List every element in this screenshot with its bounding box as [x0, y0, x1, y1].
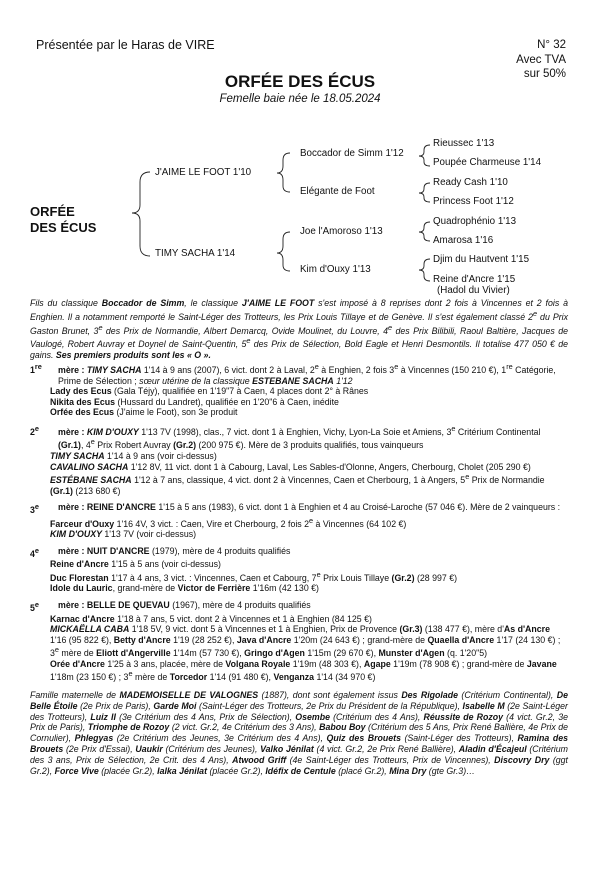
lot-number: N° 32 [537, 39, 566, 51]
family-paragraph: Famille maternelle de MADEMOISELLE DE VALOGNES (1887), dont sont également issus Des Rigolade (Critérium Continental), De Belle Étoile (2e Prix de Paris), Garde Moi (Saint-Léger des Trotteurs, 2e Prix du Président de la République), Isabelle M (2e Saint-Léger des Trotteurs), Luiz II (3e Critérium des 4 Ans, Prix de Sélection), Osembe (Critérium des 4 Ans), Réussite de Rozoy (4 vict. Gr.2, 3e Prix de Paris), Triomphe de Rozoy (2 vict. Gr.2, 4e Critérium des 3 Ans), Babou Boy (Critérium des 5 Ans, Prix René Ballière, 4e Prix de Cornulier), Phlegyas (2e Critérium des Jeunes, 3e Critérium des 4 Ans), Quiz des Brouets (Saint-Léger des Trotteurs), Ramina des Brouets (2e Prix d'Essai), Uaukir (Critérium des Jeunes), Valko Jénilat (4 vict. Gr.2, 2e Prix René Ballière), Aladin d'Écajeul (Critérium des 3 ans, Prix de Sélection, 2e Crit. des 4 Ans), Atwood Griff (4e Saint-Léger des Trotteurs, Prix de Vincennes), Discovry Dry (ggt Gr.2), Force Vive (placée Gr.2), Ialka Jénilat (placée Gr.2), Idéfix de Centule (placé Gr.2), Mina Dry (gte Gr.3)… [30, 690, 569, 776]
page-title: ORFÉE DES ÉCUS [224, 72, 376, 91]
dam-4: 4e mère : NUIT D'ANCRE (1979), mère de 4 produits qualifiés Reine d'Ancre 1'15 à 5 ans (voir ci-dessus) Duc Florestan 1'17 à 4 ans, 3 vict. : Vincennes, Caen et Cabourg, 7e Prix Louis Tillaye (Gr.2) (28 997 €) Idole du Lauric, grand-mère de Victor de Ferrière 1'16m (42 130 €) [30, 546, 568, 594]
produce-row: Farceur d'Ouxy 1'16 4V, 3 vict. : Caen, Vire et Cherbourg, 2 fois 2e à Vincennes (64 102 €) [50, 515, 407, 529]
sdd: Princess Foot 1'12 [433, 196, 514, 207]
dam-2: 2e mère : KIM D'OUXY 1'13 7V (1998), clas., 7 vict. dont 1 à Enghien, Vichy, Lyon-La Soie et Amiens, 3e Critérium Continental (Gr.1), 4e Prix Robert Auvray (Gr.2) (200 975 €). Mère de 3 produits qualifiés, tous vainqueurs TIMY SACHA 1'14 à 9 ans (voir ci-dessus) CAVALINO SACHA 1'12 8V, 11 vict. dont 1 à Cabourg, Laval, Les Sables-d'Olonne, Angers, Cherbourg, Cholet (205 290 €) ESTÉBANE SACHA 1'12 à 7 ans, classique, 4 vict. dont 2 à Vincennes, Caen et Cherbourg, 1 à Angers, 5e Prix de Normandie (Gr.1) (213 680 €) [30, 424, 568, 496]
bracket-dam [277, 232, 290, 271]
produce-row: MICKAËLLA CABA 1'18 5V, 9 vict. dont 5 à Vincennes et 1 à Enghien, Prix de Provence (Gr.3) (138 477 €), mère d'As d'Ancre 1'16 (95 822 €), Betty d'Ancre 1'19 (28 252 €), Java d'Ancre 1'20m (24 643 €) ; grand-mère de Quaella d'Ancre 1'17 (24 130 €) ; 3e mère de Eliott d'Angerville 1'14m (57 730 €), Gringo d'Agen 1'15m (29 670 €), Munster d'Agen (q. 1'20"5) [50, 624, 561, 659]
produce-row: Duc Florestan 1'17 à 4 ans, 3 vict. : Vincennes, Caen et Cabourg, 7e Prix Louis Tillaye (Gr.2) (28 997 €) [50, 569, 458, 583]
produce-row: Karnac d'Ancre 1'18 à 7 ans, 5 vict. dont 2 à Vincennes et 1 à Enghien (84 125 €) [50, 613, 372, 624]
vat-base: sur 50% [523, 68, 566, 80]
dam-5: 5e mère : BELLE DE QUEVAU (1967), mère de 4 produits qualifiés Karnac d'Ancre 1'18 à 7 ans, 5 vict. dont 2 à Vincennes et 1 à Enghien (84 125 €) MICKAËLLA CABA 1'18 5V, 9 vict. dont 5 à Vincennes et 1 à Enghien, Prix de Provence (Gr.3) (138 477 €), mère d'As d'Ancre 1'16 (95 822 €), Betty d'Ancre 1'19 (28 252 €), Java d'Ancre 1'20m (24 643 €) ; grand-mère de Quaella d'Ancre 1'17 (24 130 €) ; 3e mère de Eliott d'Angerville 1'14m (57 730 €), Gringo d'Agen 1'15m (29 670 €), Munster d'Agen (q. 1'20"5) Orée d'Ancre 1'25 à 3 ans, placée, mère de Volgana Royale 1'19m (48 303 €), Agape 1'19m (78 908 €) ; grand-mère de Javane 1'18m (23 150 €) ; 3e mère de Torcedor 1'14 (91 480 €), Venganza 1'14 (34 970 €) [30, 600, 568, 683]
produce-row: Reine d'Ancre 1'15 à 5 ans (voir ci-dessus) [50, 559, 221, 570]
dam-3: 3e mère : REINE D'ANCRE 1'15 à 5 ans (1983), 6 vict. dont 1 à Enghien et 4 au Croisé-Laroche (57 046 €). Mère de 2 vainqueurs : Farceur d'Ouxy 1'16 4V, 3 vict. : Caen, Vire et Cherbourg, 2 fois 2e à Vincennes (64 102 €) KIM D'OUXY 1'13 7V (voir ci-dessus) [30, 502, 568, 540]
sss: Rieussec 1'13 [433, 138, 495, 149]
dam-dam: Kim d'Ouxy 1'13 [300, 264, 371, 275]
sire-sire: Boccador de Simm 1'12 [300, 148, 404, 159]
bracket-sire [277, 153, 290, 192]
produce-row: Orée d'Ancre 1'25 à 3 ans, placée, mère de Volgana Royale 1'19m (48 303 €), Agape 1'19m (78 908 €) ; grand-mère de Javane 1'18m (23 150 €) ; 3e mère de Torcedor 1'14 (91 480 €), Venganza 1'14 (34 970 €) [50, 658, 557, 683]
horse-name-line1: ORFÉE [30, 204, 75, 219]
maternal-lines [30, 362, 568, 689]
presenter: Présentée par le Haras de VIRE [36, 38, 215, 52]
dam-sire: Joe l'Amoroso 1'13 [300, 226, 383, 237]
bracket-sd [419, 183, 430, 202]
ssd: Poupée Charmeuse 1'14 [433, 157, 542, 168]
horse-name [30, 204, 96, 236]
produce-row: CAVALINO SACHA 1'12 8V, 11 vict. dont 1 à Cabourg, Laval, Les Sables-d'Olonne, Angers, Cherbourg, Cholet (205 290 €) [50, 461, 531, 472]
produce-row: KIM D'OUXY 1'13 7V (voir ci-dessus) [50, 529, 197, 540]
produce-row: Nikita des Ecus (Hussard du Landret), qualifiée en 1'20"6 à Caen, inédite [50, 396, 339, 407]
ddd: Reine d'Ancre 1'15 [433, 274, 516, 285]
ddd-sire: (Hadol du Vivier) [437, 285, 510, 296]
dss: Quadrophénio 1'13 [433, 216, 517, 227]
produce-row: Orfée des Ecus (J'aime le Foot), son 3e produit [50, 407, 238, 418]
produce-row: Lady des Ecus (Gala Téjy), qualifiée en 1'19"7 à Caen, 4 places dont 2° à Rânes [50, 386, 369, 397]
vat-label: Avec TVA [516, 53, 566, 66]
dds: Djim du Hautvent 1'15 [433, 254, 530, 265]
sds: Ready Cash 1'10 [433, 177, 508, 188]
page-subtitle: Femelle baie née le 18.05.2024 [219, 93, 381, 105]
dsd: Amarosa 1'16 [433, 235, 494, 246]
dam-1: 1re mère : TIMY SACHA 1'14 à 9 ans (2007), 6 vict. dont 2 à Laval, 2e à Enghien, 2 fois 3e à Vincennes (150 210 €), 1re Catégorie, Prime de Sélection ; sœur utérine de la classique ESTEBANE SACHA 1'12 Lady des Ecus (Gala Téjy), qualifiée en 1'19"7 à Caen, 4 places dont 2° à Rânes Nikita des Ecus (Hussard du Landret), qualifiée en 1'20"6 à Caen, inédite Orfée des Ecus (J'aime le Foot), son 3e produit [30, 362, 568, 418]
dam: TIMY SACHA 1'14 [155, 248, 236, 259]
produce-row: ESTÉBANE SACHA 1'12 à 7 ans, classique, 4 vict. dont 2 à Vincennes, Caen et Cherbourg, 1 à Angers, 5e Prix de Normandie (Gr.1) (213 680 €) [50, 472, 545, 496]
sire-intro: Fils du classique Boccador de Simm, le classique J'AIME LE FOOT s'est imposé à 8 reprises dont 2 fois à Vincennes et 2 fois à Enghien. Il a notamment remporté le Saint-Léger des Trotteurs, les Prix Louis Tillaye et de Genève. Il s'est également classé 2e du Prix Gaston Brunet, 3e des Prix de Normandie, Albert Demarcq, Ovide Moulinet, du Louvre, 4e des Prix Bilibili, Raoul Baltière, Jacques de Vaulogé, Robert Auvray et Doynel de Saint-Quentin, 5e des Prix de Sélection, Bold Eagle et Henri Desmontils. Il totalise 477 050 € de gains. Ses premiers produits sont les « O ». [30, 298, 569, 360]
horse-name-line2: DES ÉCUS [30, 220, 97, 235]
bracket-ss [419, 145, 430, 166]
produce-row: TIMY SACHA 1'14 à 9 ans (voir ci-dessus) [50, 450, 217, 461]
produce-row: Idole du Lauric, grand-mère de Victor de Ferrière 1'16m (42 130 €) [50, 583, 319, 594]
bracket-main [132, 172, 150, 256]
bracket-ds [419, 222, 430, 241]
sire: J'AIME LE FOOT 1'10 [155, 167, 252, 178]
bracket-dd [419, 259, 430, 281]
sire-dam: Elégante de Foot [300, 186, 375, 197]
